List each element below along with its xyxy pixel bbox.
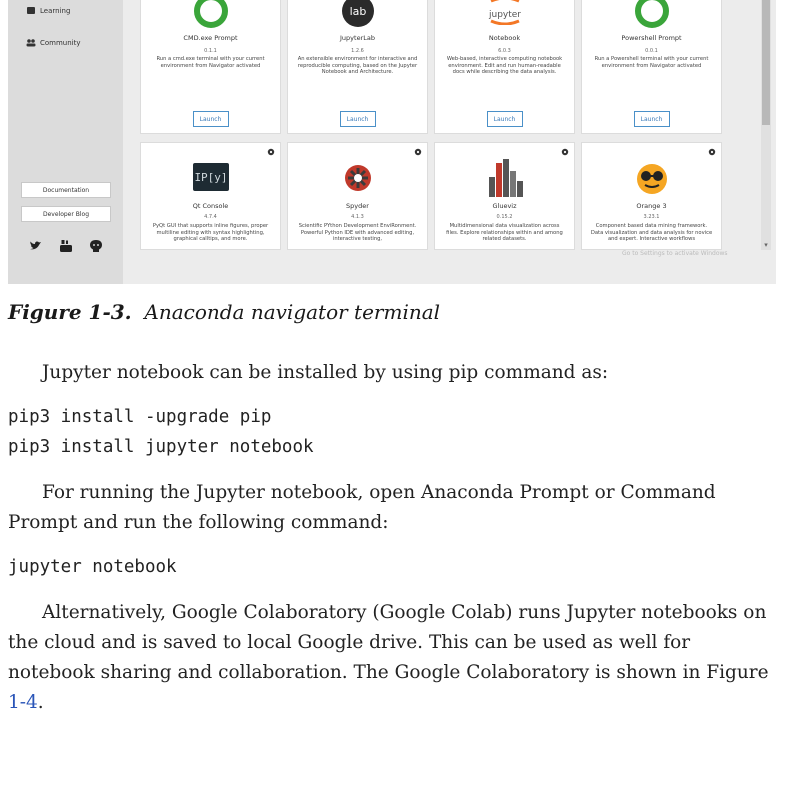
paragraph-google-colab — [8, 598, 778, 718]
app-name: CMD.exe Prompt — [183, 34, 238, 42]
github-icon[interactable] — [88, 238, 104, 254]
app-description: Component based data mining framework. Data visualization and data analysis for novice and expert. Interactive workflows — [590, 223, 713, 243]
app-version: 3.23.1 — [643, 214, 660, 220]
scrollbar-thumb[interactable] — [762, 0, 770, 125]
app-version: 0.1.1 — [204, 48, 217, 54]
app-version: 4.7.4 — [204, 214, 217, 220]
app-version: 1.2.6 — [351, 48, 364, 54]
anaconda-navigator-screenshot — [8, 0, 776, 284]
people-icon — [26, 38, 36, 47]
app-name: Spyder — [346, 202, 369, 210]
figure-label: Figure 1-3. — [8, 300, 132, 324]
app-card-jupyterlab — [287, 0, 428, 134]
app-grid-scrollbar[interactable] — [761, 0, 771, 250]
app-name: Glueviz — [492, 202, 517, 210]
twitter-icon[interactable] — [28, 238, 44, 254]
app-description: An extensible environment for interactive and reproducible computing, based on the Jupyter Notebook and Architecture. — [297, 56, 418, 76]
gear-icon[interactable] — [561, 148, 569, 156]
jupyterlab-logo — [340, 0, 376, 29]
app-name: JupyterLab — [340, 34, 375, 42]
app-name: Notebook — [488, 34, 521, 42]
gear-icon[interactable] — [708, 148, 716, 156]
app-card-notebook — [434, 0, 575, 134]
gear-icon[interactable] — [267, 148, 275, 156]
app-card-cmd-prompt — [140, 0, 281, 134]
launch-button[interactable]: Launch — [340, 111, 376, 127]
paragraph-install-intro: Jupyter notebook can be installed by using pip command as: — [42, 362, 609, 383]
app-card-glueviz — [434, 142, 575, 250]
gear-icon[interactable] — [414, 148, 422, 156]
app-description: Scientific PYthon Development EnviRonment. Powerful Python IDE with advanced editing, interactive testing, — [298, 223, 417, 243]
graduation-cap-icon — [26, 6, 36, 15]
code-line: pip3 install -upgrade pip — [8, 407, 272, 427]
svg-text:IP[y]: IP[y] — [193, 171, 228, 184]
orange3-logo — [634, 160, 670, 196]
launch-button[interactable]: Launch — [487, 111, 523, 127]
app-version: 6.0.3 — [498, 48, 511, 54]
app-card-orange3 — [581, 142, 722, 250]
developer-blog-button[interactable]: Developer Blog — [21, 206, 111, 222]
navigator-sidebar — [8, 0, 123, 284]
jupyter-logo — [485, 0, 525, 25]
app-version: 4.1.3 — [351, 214, 364, 220]
app-card-powershell-prompt — [581, 0, 722, 134]
application-grid — [123, 0, 776, 284]
paragraph-text: Alternatively, Google Colaboratory (Google Colab) runs Jupyter notebooks on the cloud and is saved to local Google drive. This can be used as well for notebook sharing and collaboration. The Google Colaboratory is shown in Figure — [8, 602, 769, 683]
sidebar-item-label: Community — [40, 38, 81, 47]
figure-title: Anaconda navigator terminal — [144, 300, 441, 324]
figure-reference-link[interactable]: 1-4 — [8, 692, 38, 713]
qtconsole-logo — [193, 163, 229, 191]
app-description: Run a Powershell terminal with your current environment from Navigator activated — [594, 56, 709, 69]
code-line: jupyter notebook — [8, 557, 177, 577]
cmd-prompt-logo — [193, 0, 229, 29]
app-version: 0.15.2 — [496, 214, 513, 220]
paragraph-run-notebook: For running the Jupyter notebook, open Anaconda Prompt or Command Prompt and run the following command: — [8, 482, 716, 533]
app-description: PyQt GUI that supports inline figures, proper multiline editing with syntax highlighting, graphical calltips, and more. — [152, 223, 269, 243]
sidebar-item-community[interactable] — [26, 38, 81, 47]
app-name: Orange 3 — [636, 202, 667, 210]
app-description: Multidimensional data visualization across files. Explore relationships within and among related datasets. — [446, 223, 563, 243]
documentation-button[interactable]: Documentation — [21, 182, 111, 198]
paragraph-end: . — [37, 692, 44, 713]
figure-caption — [8, 300, 440, 324]
launch-button[interactable]: Launch — [193, 111, 229, 127]
app-card-qtconsole — [140, 142, 281, 250]
svg-text:lab: lab — [349, 5, 366, 18]
spyder-logo — [343, 163, 373, 193]
launch-button[interactable]: Launch — [634, 111, 670, 127]
svg-text:jupyter: jupyter — [488, 10, 521, 20]
powershell-prompt-logo — [634, 0, 670, 29]
code-line: pip3 install jupyter notebook — [8, 437, 314, 457]
app-version: 0.0.1 — [645, 48, 658, 54]
glueviz-logo — [485, 159, 525, 197]
youtube-icon[interactable] — [58, 238, 74, 254]
app-description: Run a cmd.exe terminal with your current environment from Navigator activated — [156, 56, 265, 69]
windows-activation-watermark: Go to Settings to activate Windows — [622, 250, 728, 257]
app-name: Qt Console — [192, 202, 229, 210]
sidebar-item-learning[interactable] — [26, 6, 70, 15]
scroll-down-arrow-icon[interactable]: ▾ — [764, 241, 768, 249]
sidebar-item-label: Learning — [40, 6, 71, 15]
app-card-spyder — [287, 142, 428, 250]
app-name: Powershell Prompt — [621, 34, 682, 42]
app-description: Web-based, interactive computing notebook environment. Edit and run human-readable docs while describing the data analysis. — [446, 56, 563, 76]
